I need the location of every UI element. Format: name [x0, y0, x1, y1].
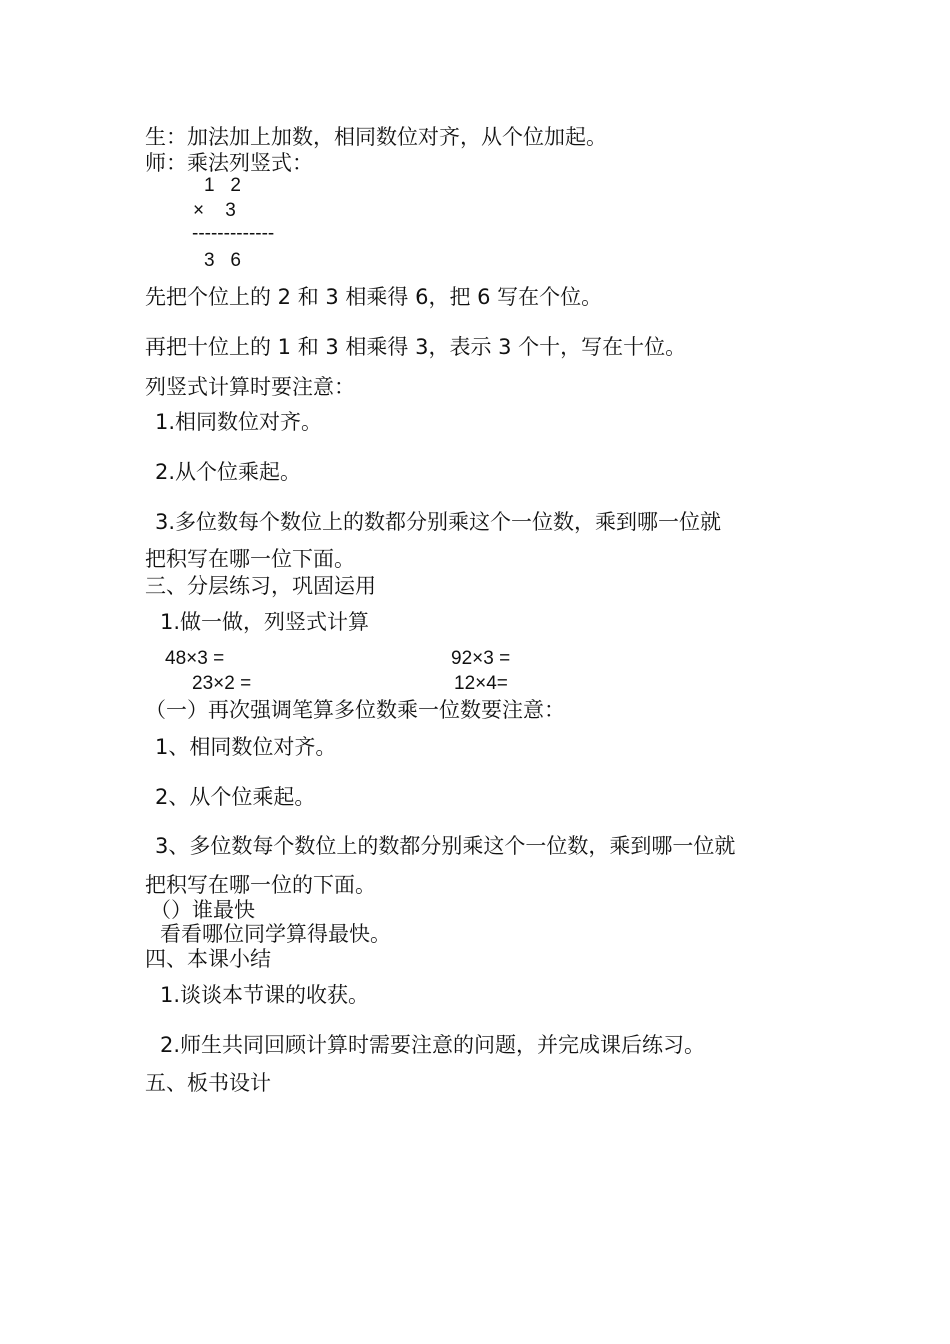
section-3-heading: 三、分层练习，巩固运用 [145, 574, 376, 598]
vertical-calc-rule: ------------- [192, 223, 275, 244]
step-tens: 再把十位上的 1 和 3 相乘得 3，表示 3 个十，写在十位。 [145, 335, 687, 359]
vertical-calc-multiplier: × 3 [193, 200, 236, 221]
reminder-item-2: 2、从个位乘起。 [155, 785, 316, 809]
reminder-item-3: 3、多位数每个数位上的数都分别乘这个一位数，乘到哪一位就 [155, 834, 736, 858]
summary-item-2: 2.师生共同回顾计算时需要注意的问题，并完成课后练习。 [160, 1033, 706, 1057]
reminder-item-3-cont: 把积写在哪一位的下面。 [145, 873, 376, 897]
exercise-problem-c: 23×2 = [192, 673, 252, 694]
section-5-heading: 五、板书设计 [145, 1071, 271, 1095]
summary-item-1: 1.谈谈本节课的收获。 [160, 983, 370, 1007]
step-ones: 先把个位上的 2 和 3 相乘得 6，把 6 写在个位。 [145, 285, 603, 309]
attention-item-3-cont: 把积写在哪一位下面。 [145, 547, 355, 571]
exercise-problem-b: 92×3 = [451, 648, 511, 669]
vertical-calc-top: 1 2 [204, 175, 241, 196]
teacher-heading: 师：乘法列竖式： [145, 151, 313, 175]
attention-item-1: 1.相同数位对齐。 [155, 410, 323, 434]
exercise-1: 1.做一做，列竖式计算 [160, 610, 370, 634]
attention-item-3: 3.多位数每个数位上的数都分别乘这个一位数，乘到哪一位就 [155, 510, 722, 534]
vertical-calc-result: 3 6 [204, 250, 241, 271]
attention-item-2: 2.从个位乘起。 [155, 460, 302, 484]
attention-heading: 列竖式计算时要注意： [145, 375, 355, 399]
subsection-2-heading: （）谁最快 [150, 898, 255, 922]
student-answer: 生：加法加上加数，相同数位对齐，从个位加起。 [145, 125, 607, 149]
subsection-2-text: 看看哪位同学算得最快。 [160, 922, 391, 946]
subsection-1-heading: （一）再次强调笔算多位数乘一位数要注意： [145, 698, 565, 722]
section-4-heading: 四、本课小结 [145, 947, 271, 971]
exercise-problem-a: 48×3 = [165, 648, 225, 669]
reminder-item-1: 1、相同数位对齐。 [155, 735, 337, 759]
exercise-problem-d: 12×4= [454, 673, 508, 694]
